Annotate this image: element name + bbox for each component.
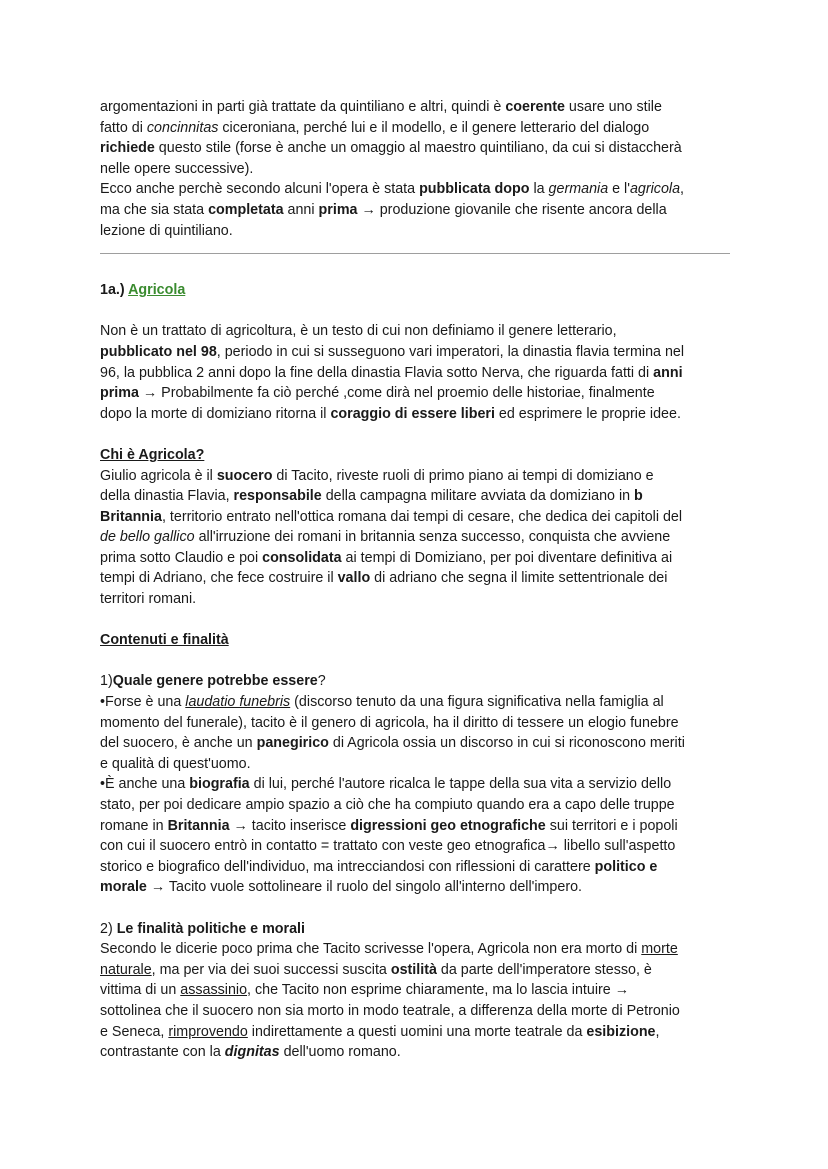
subheading: Contenuti e finalità: [100, 632, 229, 649]
bold-text: Quale genere potrebbe essere: [112, 673, 318, 690]
subheading: Chi è Agricola?: [100, 446, 205, 463]
underlined-text: assassinio: [180, 982, 248, 999]
underlined-text: rimprovendo: [168, 1023, 248, 1040]
text: ma che sia stata: [100, 201, 209, 218]
section-number: 1a.): [100, 282, 129, 299]
bold-text: responsabile: [233, 488, 322, 505]
text-line: [100, 486, 730, 507]
bold-text: biografia: [189, 776, 250, 793]
bold-text: richiede: [100, 140, 155, 157]
text: all'irruzione dei romani in britannia senza successo, conquista che avviene: [194, 529, 671, 546]
text: → produzione giovanile che risente ancora della: [357, 201, 667, 218]
text: della dinastia Flavia,: [100, 488, 234, 505]
text-line: [100, 877, 730, 898]
text-line: sottolinea che il suocero non sia morto in modo teatrale, a differenza della morte di Petronio: [100, 1002, 680, 1019]
bold-text: suocero: [216, 467, 273, 484]
bold-text: Britannia: [167, 817, 230, 834]
bold-text: coerente: [505, 99, 565, 115]
text-line: [100, 939, 730, 960]
bold-text: pubblicato nel 98: [100, 343, 217, 360]
text: la: [529, 181, 549, 198]
text: dell'uomo romano.: [279, 1044, 401, 1061]
text: di adriano che segna il limite settentrionale dei: [370, 570, 668, 587]
text: indirettamente a questi uomini una morte teatrale da: [247, 1023, 587, 1040]
text-line: [100, 200, 730, 221]
text: , ma per via dei suoi successi suscita: [151, 961, 391, 978]
text: contrastante con la: [100, 1044, 225, 1061]
intro-agricola-paragraph: [100, 321, 730, 424]
finalita-section: [100, 919, 730, 1063]
text: sui territori e i popoli: [545, 817, 678, 834]
text: di Agricola ossia un discorso in cui si riconoscono meriti: [328, 735, 685, 752]
text: → Probabilmente fa ciò perché ,come dirà nel proemio delle historiae, finalmente: [138, 385, 655, 402]
text: ,: [655, 1023, 660, 1040]
text: ?: [317, 673, 326, 690]
bold-text: prima: [318, 201, 358, 218]
italic-text: germania: [548, 181, 609, 198]
text: argomentazioni in parti già trattate da quintiliano e altri, quindi è: [100, 99, 506, 115]
text-line: [100, 1022, 730, 1043]
spacer: [100, 301, 730, 322]
text: prima sotto Claudio e poi: [100, 549, 263, 566]
text-line: e qualità di quest'uomo.: [100, 755, 251, 772]
bold-text: completata: [208, 201, 284, 218]
text: fatto di: [100, 119, 147, 136]
text-line: [100, 118, 730, 139]
text-line: [100, 363, 730, 384]
section-heading: [100, 280, 730, 301]
underlined-text: morte: [641, 941, 678, 958]
text: → tacito inserisce: [229, 817, 351, 834]
text: •È anche una: [100, 776, 190, 793]
text: Giulio agricola è il: [100, 467, 217, 484]
text: romane in: [100, 817, 168, 834]
text-line: [100, 816, 730, 837]
subheading: [100, 671, 730, 692]
text: → Tacito vuole sottolineare il ruolo del singolo all'interno dell'impero.: [146, 879, 583, 896]
item-number: 1): [100, 673, 113, 690]
bold-text: Le finalità politiche e morali: [116, 920, 305, 937]
text-line: Non è un trattato di agricoltura, è un testo di cui non definiamo il genere letterario,: [100, 323, 617, 340]
text-line: nelle opere successive).: [100, 160, 254, 177]
spacer: [100, 651, 730, 672]
text: , che Tacito non esprime chiaramente, ma lo lascia intuire →: [247, 982, 629, 999]
agricola-link[interactable]: Agricola: [128, 282, 186, 299]
text: da parte dell'imperatore stesso, è: [436, 961, 652, 978]
text-line: [100, 980, 730, 1001]
text: tempi di Adriano, che fece costruire il: [100, 570, 338, 587]
bold-text: morale: [100, 879, 147, 896]
text: ciceroniana, perché lui e il modello, e il genere letterario del dialogo: [218, 119, 650, 136]
text: di Tacito, riveste ruoli di primo piano ai tempi di domiziano e: [272, 467, 654, 484]
text: 96, la pubblica 2 anni dopo la fine della dinastia Flavia sotto Nerva, che riguarda fatti di: [100, 364, 654, 381]
underlined-text: naturale: [100, 961, 152, 978]
text-line: momento del funerale), tacito è il genero di agricola, ha il diritto di tessere un elogio funebre: [100, 714, 679, 731]
bold-italic-text: dignitas: [224, 1044, 280, 1061]
spacer: [100, 254, 730, 280]
text: Ecco anche perchè secondo alcuni l'opera è stata: [100, 181, 420, 198]
document-page: [100, 97, 730, 1063]
text: usare uno stile: [564, 99, 662, 115]
text: e l': [608, 181, 630, 198]
italic-text: de bello gallico: [100, 529, 195, 546]
text: dopo la morte di domiziano ritorna il: [100, 405, 331, 422]
text: ed esprimere le proprie idee.: [494, 405, 681, 422]
text-line: con cui il suocero entrò in contatto = trattato con veste geo etnografica→ libello sull'aspetto: [100, 838, 676, 855]
text: del suocero, è anche un: [100, 735, 257, 752]
bold-text: panegirico: [256, 735, 329, 752]
text-line: [100, 138, 730, 159]
text-line: [100, 507, 730, 528]
text-line: [100, 342, 730, 363]
text-line: [100, 179, 730, 200]
text: Secondo le dicerie poco prima che Tacito scrivesse l'opera, Agricola non era morto di: [100, 941, 642, 958]
text: anni: [283, 201, 319, 218]
spacer: [100, 610, 730, 631]
chi-e-agricola-section: [100, 445, 730, 610]
text: e Seneca,: [100, 1023, 169, 1040]
bold-text: vallo: [337, 570, 371, 587]
subheading: [100, 919, 730, 940]
bold-text: consolidata: [262, 549, 342, 566]
text-line: [100, 383, 730, 404]
bold-text: coraggio di essere liberi: [330, 405, 495, 422]
text-line: [100, 857, 730, 878]
spacer: [100, 898, 730, 919]
text-line: territori romani.: [100, 591, 197, 608]
text-line: [100, 466, 730, 487]
text-line: [100, 548, 730, 569]
text-line: [100, 960, 730, 981]
bold-text: esibizione: [586, 1023, 656, 1040]
text-line: [100, 1042, 730, 1063]
text: ai tempi di Domiziano, per poi diventare definitiva ai: [341, 549, 673, 566]
text-line: lezione di quintiliano.: [100, 222, 233, 239]
text-line: [100, 527, 730, 548]
text-line: [100, 733, 730, 754]
italic-text: concinnitas: [146, 119, 219, 136]
bold-text: pubblicata dopo: [419, 181, 530, 198]
text: questo stile (forse è anche un omaggio al maestro quintiliano, da cui si distaccherà: [154, 140, 682, 157]
genere-section: [100, 671, 730, 898]
text: , periodo in cui si susseguono vari imperatori, la dinastia flavia termina nel: [216, 343, 685, 360]
bold-text: ostilità: [390, 961, 437, 978]
bold-text: b: [634, 488, 643, 505]
text: di lui, perché l'autore ricalca le tappe della sua vita a servizio dello: [249, 776, 672, 793]
text-line: [100, 97, 730, 118]
text: ,: [680, 181, 685, 198]
bold-text: prima: [100, 385, 139, 402]
text: •Forse è una: [100, 694, 186, 711]
italic-text: agricola: [629, 181, 681, 198]
text: vittima di un: [100, 982, 181, 999]
bold-text: digressioni geo etnografiche: [350, 817, 546, 834]
bold-text: Britannia: [100, 508, 162, 525]
text-line: [100, 692, 730, 713]
bold-text: politico e: [594, 858, 658, 875]
item-number: 2): [100, 920, 117, 937]
text: , territorio entrato nell'ottica romana dai tempi di cesare, che dedica dei capitoli del: [161, 508, 683, 525]
text: storico e biografico dell'individuo, ma intrecciandosi con riflessioni di carattere: [100, 858, 595, 875]
bold-text: anni: [653, 364, 683, 381]
text-line: [100, 774, 730, 795]
intro-paragraph: [100, 97, 730, 241]
spacer: [100, 424, 730, 445]
text: della campagna militare avviata da domiziano in: [321, 488, 635, 505]
italic-text: laudatio funebris: [185, 694, 291, 711]
text-line: stato, per poi dedicare ampio spazio a ciò che ha compiuto quando era a capo delle truppe: [100, 797, 675, 813]
text-line: [100, 404, 730, 425]
text: (discorso tenuto da una figura significativa nella famiglia al: [290, 694, 664, 711]
text-line: [100, 568, 730, 589]
